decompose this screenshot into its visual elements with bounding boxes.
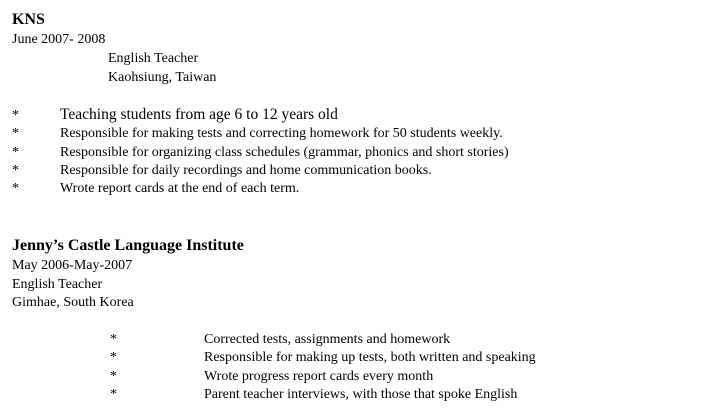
bullet-marker: *	[110, 350, 117, 365]
job1-bullet-1: Teaching students from age 6 to 12 years old	[60, 106, 338, 123]
bullet-marker: *	[12, 145, 19, 160]
job2-bullet-1: Corrected tests, assignments and homework	[204, 332, 451, 347]
bullet-marker: *	[12, 108, 19, 123]
bullet-marker: *	[110, 369, 117, 384]
job1-bullet-2: Responsible for making tests and correcting homework for 50 students weekly.	[60, 126, 503, 141]
job2-dates: May 2006-May-2007	[12, 258, 133, 273]
job2-bullet-4: Parent teacher interviews, with those that spoke English	[204, 387, 518, 402]
job2-bullet-2: Responsible for making up tests, both written and speaking	[204, 350, 536, 365]
job2-bullet-3: Wrote progress report cards every month	[204, 369, 434, 384]
bullet-marker: *	[12, 126, 19, 141]
job2-location: Gimhae, South Korea	[12, 295, 134, 310]
job1-bullet-4: Responsible for daily recordings and home communication books.	[60, 163, 432, 178]
job1-company: KNS	[12, 11, 45, 28]
bullet-marker: *	[12, 163, 19, 178]
job2-title: English Teacher	[12, 277, 103, 292]
bullet-marker: *	[110, 332, 117, 347]
job2-company: Jenny’s Castle Language Institute	[12, 237, 244, 254]
job1-bullet-5: Wrote report cards at the end of each term.	[60, 181, 300, 196]
bullet-marker: *	[110, 387, 117, 402]
job1-dates: June 2007- 2008	[12, 32, 106, 47]
job1-title: English Teacher	[108, 51, 199, 66]
bullet-marker: *	[12, 181, 19, 196]
job1-bullet-3: Responsible for organizing class schedules (grammar, phonics and short stories)	[60, 145, 509, 160]
job1-location: Kaohsiung, Taiwan	[108, 70, 217, 85]
